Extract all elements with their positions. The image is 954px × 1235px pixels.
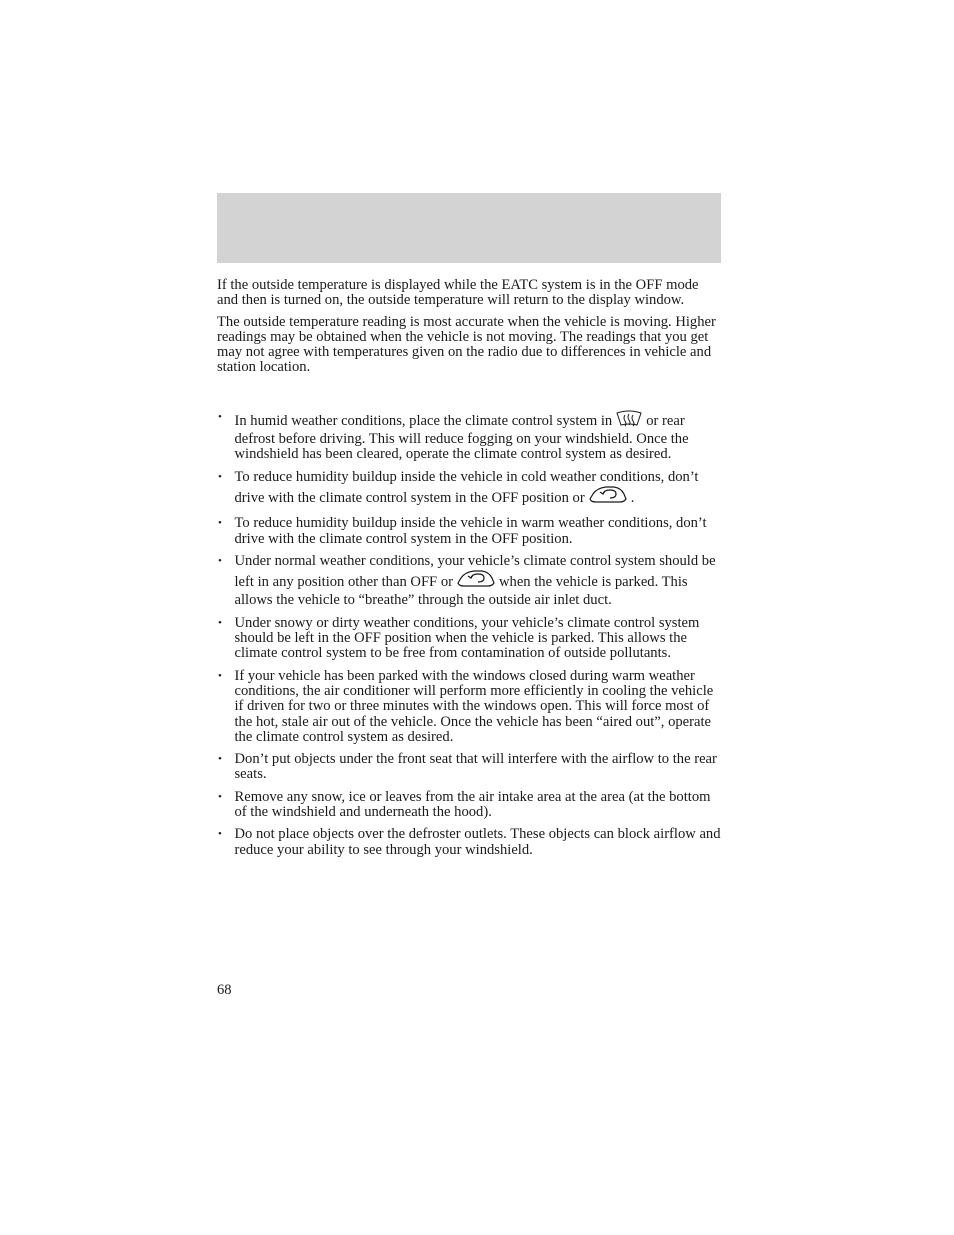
recirculation-icon — [456, 569, 496, 593]
bullet-icon: • — [218, 669, 222, 682]
page-number: 68 — [217, 982, 232, 998]
section-header-band — [217, 193, 721, 263]
list-item: • To reduce humidity buildup inside the vehicle in cold weather conditions, don’t drive with the climate control system in the OFF position or . — [217, 470, 722, 510]
list-item: • In humid weather conditions, place the climate control system in or rear defrost before driving. This will reduce fogging on your windshield. Once the windshield has been cleared, operate the climate control system as desired. — [218, 410, 689, 463]
bullet-icon: • — [218, 753, 222, 766]
list-item: • Do not place objects over the defroster outlets. These objects can block airflow and reduce your ability to see through your windshield. — [218, 826, 721, 858]
paragraph: If the outside temperature is displayed while the EATC system is in the OFF mode and then is turned on, the outside temperature will return to the display window. — [217, 277, 699, 309]
list-item: • Under snowy or dirty weather conditions, your vehicle’s climate control system should be left in the OFF position when the vehicle is parked. This allows the climate control system to be free from contamination of outside pollutants. — [218, 614, 700, 662]
list-item: • If your vehicle has been parked with the windows closed during warm weather conditions, the air conditioner will perform more efficiently in cooling the vehicle if driven for two or three minutes with the windows open. This will force most of the hot, stale air out of the vehicle. Once the vehicle has been “aired out”, operate the climate control system as desired. — [218, 667, 714, 745]
bullet-icon: • — [218, 554, 222, 567]
bullet-icon: • — [218, 410, 222, 423]
list-item: • Under normal weather conditions, your vehicle’s climate control system should be left in any position other than OFF or when the vehicle is parked. This allows the vehicle to “breathe” through the outside air inlet duct. — [218, 552, 716, 609]
page-content — [217, 278, 722, 865]
list-item: • Remove any snow, ice or leaves from the air intake area at the area (at the bottom of the windshield and underneath the hood). — [218, 788, 711, 821]
tips-list — [217, 410, 722, 858]
bullet-icon: • — [218, 828, 222, 841]
recirculation-icon — [588, 485, 628, 509]
list-item: • To reduce humidity buildup inside the vehicle in warm weather conditions, don’t drive with the climate control system in the OFF position. — [218, 515, 707, 547]
bullet-icon: • — [218, 616, 222, 629]
bullet-icon: • — [218, 790, 222, 803]
bullet-icon: • — [218, 517, 222, 530]
bullet-icon: • — [218, 470, 222, 483]
paragraph: The outside temperature reading is most accurate when the vehicle is moving. Higher readings may be obtained when the vehicle is not moving. The readings that you get may not agree with temperatures given on the radio due to differences in vehicle and station location. — [217, 313, 716, 376]
front-defrost-icon — [615, 410, 643, 432]
list-item: • Don’t put objects under the front seat that will interfere with the airflow to the rear seats. — [218, 751, 717, 783]
